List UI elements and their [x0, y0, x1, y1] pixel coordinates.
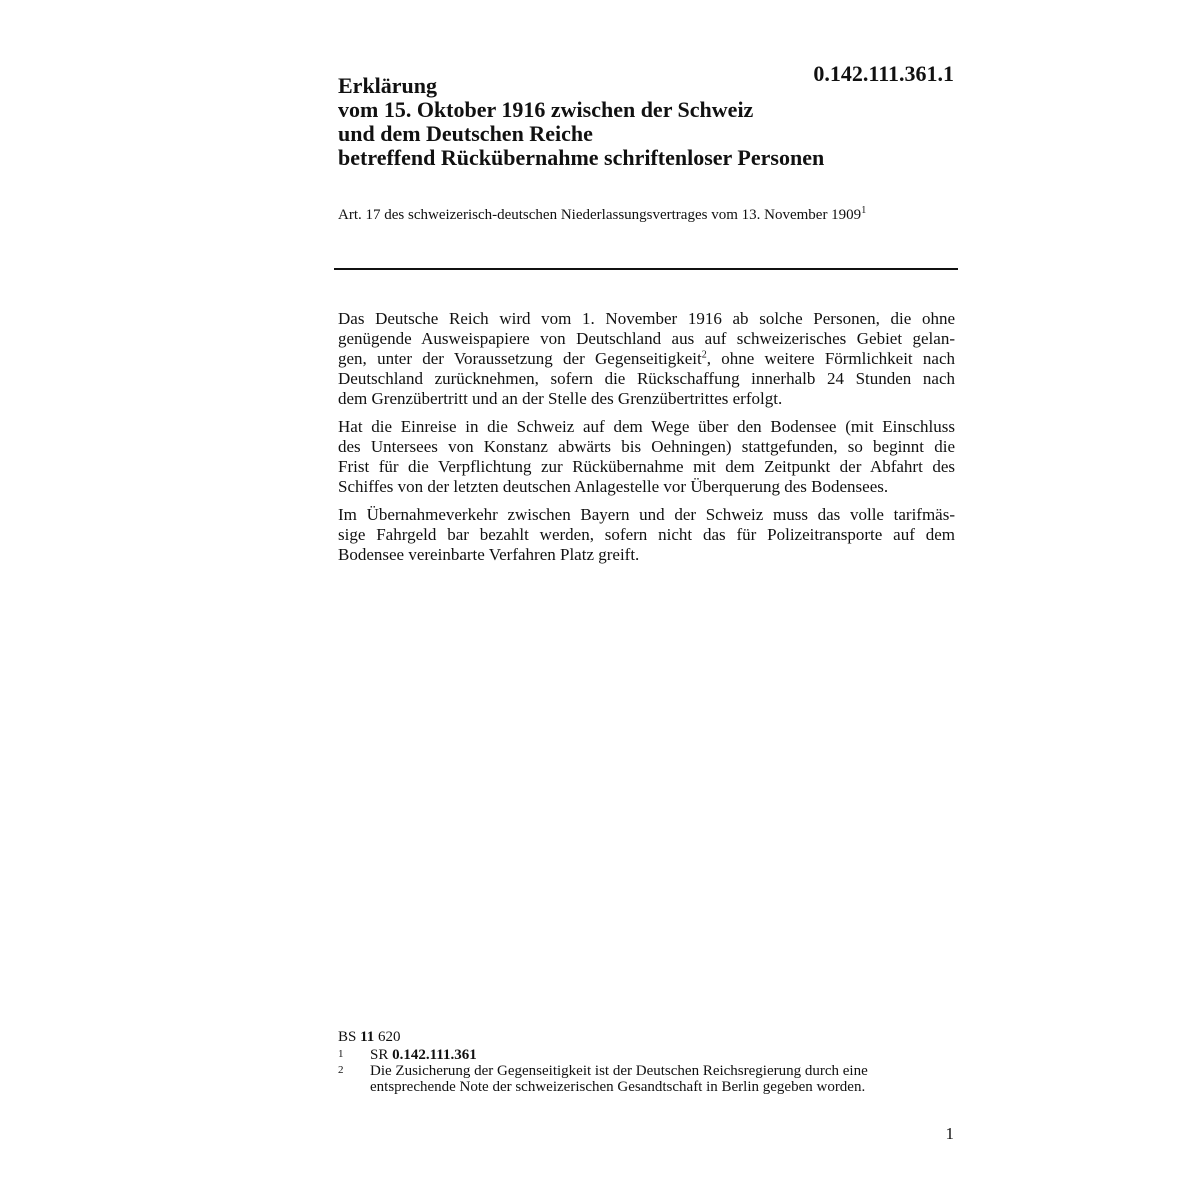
text-line: Das Deutsche Reich wird vom 1. November 1916 ab solche Personen, die ohne [338, 309, 955, 328]
text-line: Bodensee vereinbarte Verfahren Platz greift. [338, 545, 640, 564]
title-line: Erklärung [338, 73, 438, 98]
source-page: 620 [378, 1029, 401, 1045]
footnote-reference[interactable]: 2 [701, 349, 707, 361]
footnote-mark: 1 [338, 1048, 344, 1060]
footnote [338, 1063, 938, 1095]
footnote-reference[interactable]: 1 [861, 205, 867, 216]
legal-basis-note [338, 205, 958, 225]
text-line: Hat die Einreise in die Schweiz auf dem Wege über den Bodensee (mit Einschluss [338, 417, 955, 436]
source-reference [338, 1028, 401, 1046]
text-segment: , ohne weitere Förmlichkeit nach [706, 349, 955, 368]
source-prefix: BS [338, 1029, 357, 1045]
legal-basis-text: Art. 17 des schweizerisch-deutschen Niederlassungsvertrages vom 13. November 1909 [338, 207, 862, 223]
text-line: Deutschland zurücknehmen, sofern die Rückschaffung innerhalb 24 Stunden nach [338, 369, 955, 388]
text-line: des Untersees von Konstanz abwärts bis Oehningen) stattgefunden, so beginnt die [338, 437, 955, 456]
paragraph [338, 417, 955, 497]
footnotes [338, 1047, 938, 1095]
title-divider [334, 268, 958, 270]
title-line: betreffend Rückübernahme schriftenloser Personen [338, 145, 825, 170]
text-line: Frist für die Verpflichtung zur Rückübernahme mit dem Zeitpunkt der Abfahrt des [338, 457, 955, 476]
footnote-sr-ref[interactable]: 0.142.111.361 [392, 1047, 477, 1063]
page-number: 1 [945, 1124, 954, 1143]
footnote-line: Die Zusicherung der Gegenseitigkeit ist der Deutschen Reichsregierung durch eine [370, 1063, 868, 1079]
text-segment: gen, unter der Voraussetzung der Gegenseitigkeit [338, 349, 702, 368]
text-line: Im Übernahmeverkehr zwischen Bayern und der Schweiz muss das volle tarifmäs- [338, 505, 955, 524]
document-title [338, 74, 918, 170]
footnote-prefix: SR [370, 1047, 389, 1063]
title-line: vom 15. Oktober 1916 zwischen der Schweiz [338, 97, 754, 122]
declaration-body [338, 309, 955, 573]
footnote-mark: 2 [338, 1064, 344, 1076]
text-line: genügende Ausweispapiere von Deutschland aus auf schweizerisches Gebiet gelan- [338, 329, 955, 348]
footnote-line: entsprechende Note der schweizerischen Gesandtschaft in Berlin gegeben worden. [370, 1079, 866, 1095]
title-line: und dem Deutschen Reiche [338, 121, 593, 146]
footnote [338, 1047, 938, 1063]
text-line [338, 349, 955, 369]
text-line: Schiffes von der letzten deutschen Anlagestelle vor Überquerung des Bodensees. [338, 477, 889, 496]
paragraph [338, 505, 955, 565]
paragraph [338, 309, 955, 409]
sr-number: 0.142.111.361.1 [813, 61, 954, 86]
text-line: dem Grenzübertritt und an der Stelle des Grenzübertrittes erfolgt. [338, 389, 783, 408]
source-volume: 11 [360, 1029, 375, 1045]
text-line: sige Fahrgeld bar bezahlt werden, sofern nicht das für Polizeitransporte auf dem [338, 525, 955, 544]
